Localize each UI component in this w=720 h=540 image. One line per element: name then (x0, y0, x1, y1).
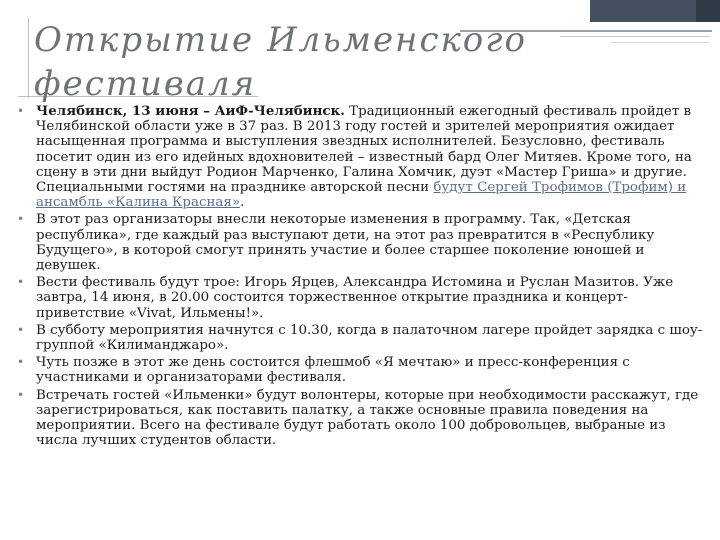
list-item (14, 104, 704, 210)
list-item-text: Встречать гостей «Ильменки» будут волонтеры, которые при необходимости расскажут, где зарегистрироваться, как поставить палатку, а также основные правила поведения на мероприятии. Всего на фестивале будут работать около 100 добровольцев, выбраные из числа лучших студентов области. (36, 387, 699, 449)
slide-title: Открытие Ильменского фестиваля (34, 20, 527, 104)
header-decor-bar-dark (696, 0, 720, 22)
list-item-text: В этот раз организаторы внесли некоторые изменения в программу. Так, «Детская республика», где каждый раз выступают дети, на этот раз превратится в «Республику Будущего», в которой смогут принять участие и более старшее поколение юношей и девушек. (36, 212, 655, 274)
list-item (14, 388, 704, 449)
guests-link[interactable]: будут Сергей Трофимов (Трофим) и ансамбль «Калина Красная» (36, 180, 687, 211)
bullet-icon: • (17, 322, 25, 337)
list-item (14, 355, 704, 385)
bullet-icon: • (17, 355, 25, 370)
list-item (14, 323, 704, 353)
bullet-list (14, 104, 704, 450)
bullet-icon: • (17, 387, 25, 402)
bullet-icon: • (17, 275, 25, 290)
list-item-text-tail: . (240, 195, 245, 211)
list-item-text: В субботу мероприятия начнутся с 10.30, когда в палаточном лагере пройдет зарядка с шоу-группой «Килиманджаро». (36, 322, 703, 354)
bullet-icon: • (17, 104, 25, 118)
decor-vertical-line (28, 18, 29, 98)
bullet-icon: • (17, 212, 25, 227)
list-item (14, 212, 704, 273)
news-dateline: Челябинск, 13 июня – АиФ-Челябинск. (36, 103, 345, 119)
list-item-text: Чуть позже в этот же день состоится флешмоб «Я мечтаю» и пресс-конференция с участниками и организаторами фестиваля. (36, 355, 630, 386)
list-item (14, 275, 704, 321)
list-item-text: Традиционный ежегодный фестиваль пройдет в Челябинской области уже в 37 раз. В 2013 году гостей и зрителей мероприятия ожидает насыщенная программа и выступления звездных исполнителей. Безусловно, фестиваль посетит один из его идейных вдохновителей – известный бард Олег Митяев. Кроме того, на сцену в эти дни выйдут Родион Марченко, Галина Хомчик, дуэт «Мастер Гриша» и другие. Специальными гостями на празднике авторской песни (36, 104, 692, 196)
list-item-text: Вести фестиваль будут трое: Игорь Ярцев, Александра Истомина и Руслан Мазитов. Уже завтра, 14 июня, в 20.00 состоится торжественное открытие праздника и концерт-приветствие «Vivat, Ильмены!». (36, 275, 674, 321)
